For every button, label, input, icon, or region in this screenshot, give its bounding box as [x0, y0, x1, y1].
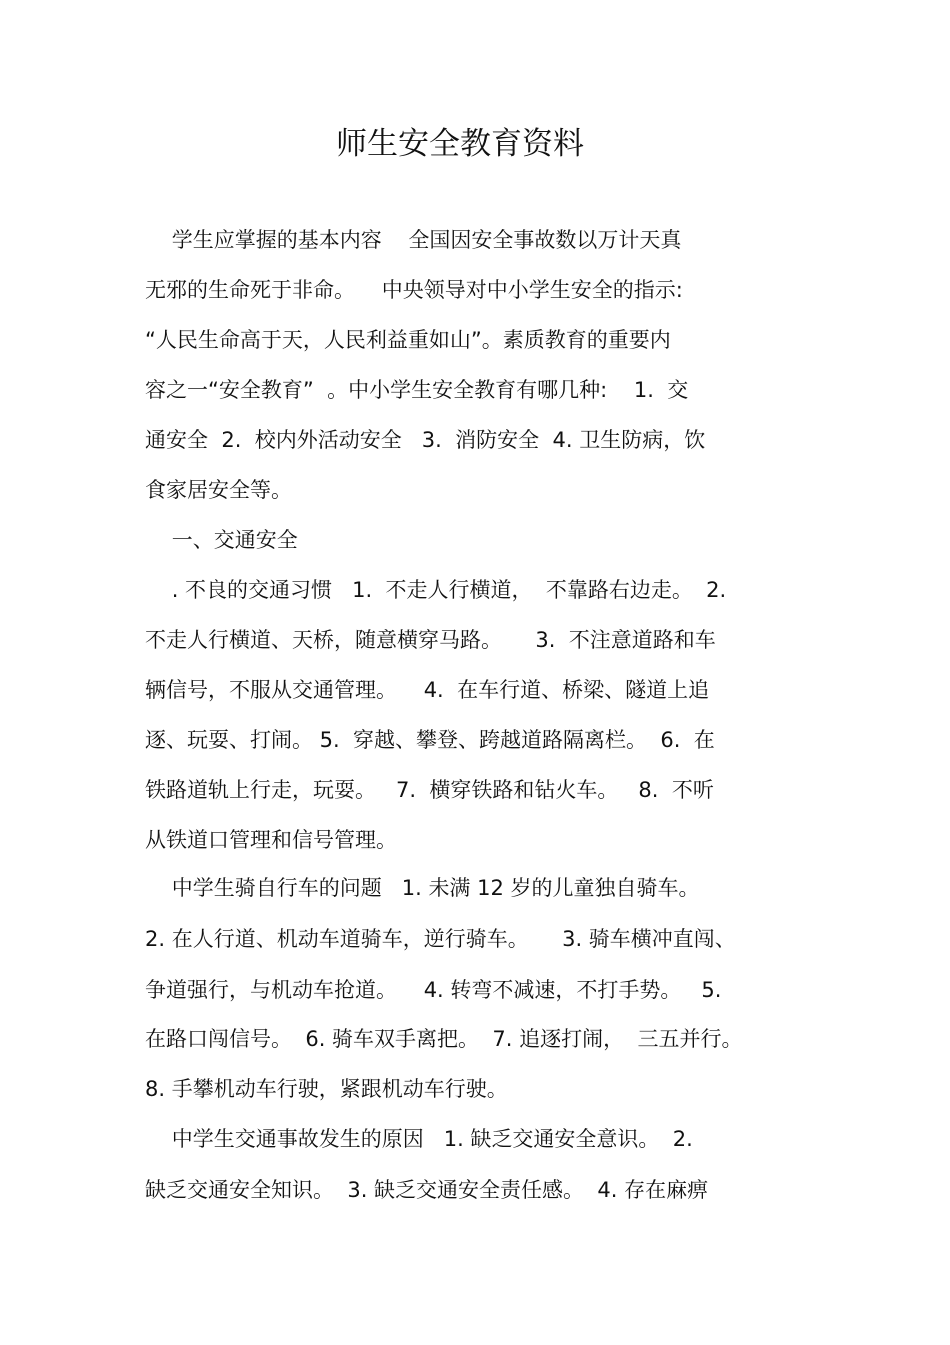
paragraph-line: 容之一“安全教育” 。中小学生安全教育有哪几种: 1. 交	[145, 378, 689, 402]
paragraph-line: 缺乏交通安全知识。 3. 缺乏交通安全责任感。 4. 存在麻痹	[145, 1178, 709, 1202]
paragraph-line: 不走人行横道、天桥，随意横穿马路。 3. 不注意道路和车	[145, 628, 716, 652]
paragraph-line: 通安全 2. 校内外活动安全 3. 消防安全 4. 卫生防病，饮	[145, 428, 706, 452]
paragraph-line: 从铁道口管理和信号管理。	[145, 828, 397, 852]
paragraph-line: 逐、玩耍、打闹。 5. 穿越、攀登、跨越道路隔离栏。 6. 在	[145, 728, 715, 752]
paragraph-line: 8. 手攀机动车行驶，紧跟机动车行驶。	[145, 1077, 508, 1101]
paragraph-line: 铁路道轨上行走，玩耍。 7. 横穿铁路和钻火车。 8. 不听	[145, 778, 714, 802]
paragraph-line: “人民生命高于天，人民利益重如山”。素质教育的重要内	[145, 328, 671, 352]
paragraph-line: 争道强行，与机动车抢道。 4. 转弯不减速，不打手势。 5.	[145, 978, 722, 1002]
paragraph-line: . 不良的交通习惯 1. 不走人行横道， 不靠路右边走。 2.	[145, 578, 727, 602]
paragraph-line: 2. 在人行道、机动车道骑车，逆行骑车。 3. 骑车横冲直闯、	[145, 927, 736, 951]
document-title: 师生安全教育资料	[336, 126, 584, 162]
paragraph-line: 无邪的生命死于非命。 中央领导对中小学生安全的指示:	[145, 278, 683, 302]
paragraph-line: 辆信号，不服从交通管理。 4. 在车行道、桥梁、隧道上追	[145, 678, 710, 702]
paragraph-line: 学生应掌握的基本内容 全国因安全事故数以万计天真	[145, 228, 682, 252]
paragraph-line: 在路口闯信号。 6. 骑车双手离把。 7. 追逐打闹， 三五并行。	[145, 1027, 743, 1051]
section-heading: 一、交通安全	[145, 528, 298, 552]
paragraph-line: 中学生骑自行车的问题 1. 未满 12 岁的儿童独自骑车。	[145, 876, 700, 900]
paragraph-line: 食家居安全等。	[145, 478, 292, 502]
paragraph-line: 中学生交通事故发生的原因 1. 缺乏交通安全意识。 2.	[145, 1127, 693, 1151]
